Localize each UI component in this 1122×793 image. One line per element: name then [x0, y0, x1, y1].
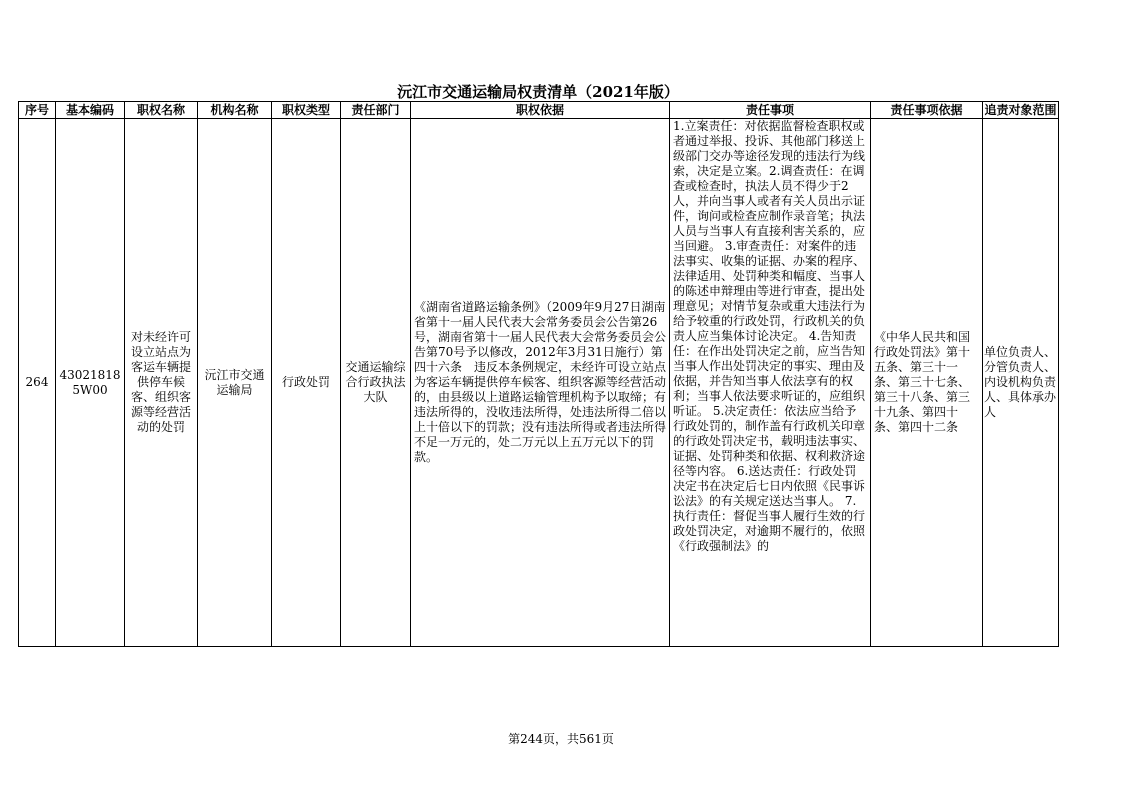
cell-department: 交通运输综合行政执法大队: [341, 119, 411, 647]
page-title: 沅江市交通运输局权责清单（2021年版）: [397, 83, 679, 101]
header-accountability: 追责对象范围: [984, 103, 1057, 117]
cell-duty-basis: 《中华人民共和国行政处罚法》第十五条、第三十一条、第三十七条、第三十八条、第三十九条、第四十条、第四十二条: [871, 119, 983, 647]
cell-legal-basis: 《湖南省道路运输条例》（2009年9月27日湖南省第十一届人民代表大会常务委员会公告第26号，湖南省第十一届人民代表大会常务委员会公告第70号予以修改，2012年3月31日施行）第四十六条 违反本条例规定，未经许可设立站点为客运车辆提供停车候客、组织客源等经营活动的，由县级以上道路运输管理机构予以取缔；有违法所得的，没收违法所得，处违法所得二倍以上十倍以下的罚款；没有违法所得或者违法所得不足一万元的，处二万元以上五万元以下的罚款。: [411, 119, 670, 647]
header-index: 序号: [19, 102, 56, 119]
header-duties: 责任事项: [670, 102, 871, 119]
header-code: 基本编码: [56, 102, 125, 119]
cell-power-type: 行政处罚: [272, 119, 341, 647]
header-org-name: 机构名称: [198, 102, 272, 119]
header-department: 责任部门: [341, 102, 411, 119]
cell-accountability: 单位负责人、分管负责人、内设机构负责人、具体承办人: [983, 119, 1059, 647]
cell-org-name: 沅江市交通运输局: [198, 119, 272, 647]
header-legal-basis: 职权依据: [411, 102, 670, 119]
duties-text: 1.立案责任：对依据监督检查职权或者通过举报、投诉、其他部门移送上级部门交办等途径发现的违法行为线索，决定是立案。2.调查责任：在调查或检查时，执法人员不得少于2人，并向当事人或者有关人员出示证件，询问或检查应制作录音笔；执法人员与当事人有直接利害关系的，应当回避。 3.审查责任：对案件的违法事实、收集的证据、办案的程序、法律适用、处罚种类和幅度、当事人的陈述申辩理由等进行审查，提出处理意见；对情节复杂或重大违法行为给予较重的行政处罚，行政机关的负责人应当集体讨论决定。 4.告知责任：在作出处罚决定之前，应当告知当事人作出处罚决定的事实、理由及依据，并告知当事人依法享有的权利；当事人依法要求听证的，应组织听证。 5.决定责任：依法应当给予行政处罚的，制作盖有行政机关印章的行政处罚决定书，载明违法事实、证据、处罚种类和依据、权利救济途径等内容。 6.送达责任：行政处罚决定书在决定后七日内依照《民事诉讼法》的有关规定送达当事人。 7.执行责任：督促当事人履行生效的行政处罚决定，对逾期不履行的，依照《行政强制法》的: [673, 119, 866, 553]
header-duty-basis: 责任事项依据: [871, 102, 983, 119]
responsibility-table: [18, 101, 1059, 647]
cell-power-name: 对未经许可设立站点为客运车辆提供停车候客、组织客源等经营活动的处罚: [125, 119, 198, 647]
table-header-row: [19, 102, 1059, 119]
header-power-name: 职权名称: [125, 102, 198, 119]
table-row: [19, 119, 1059, 647]
cell-duties: [670, 119, 871, 647]
page-number: 第244页，共561页: [508, 732, 614, 746]
header-power-type: 职权类型: [272, 102, 341, 119]
cell-code: 430218185W00: [56, 119, 125, 647]
cell-index: 264: [19, 119, 56, 647]
